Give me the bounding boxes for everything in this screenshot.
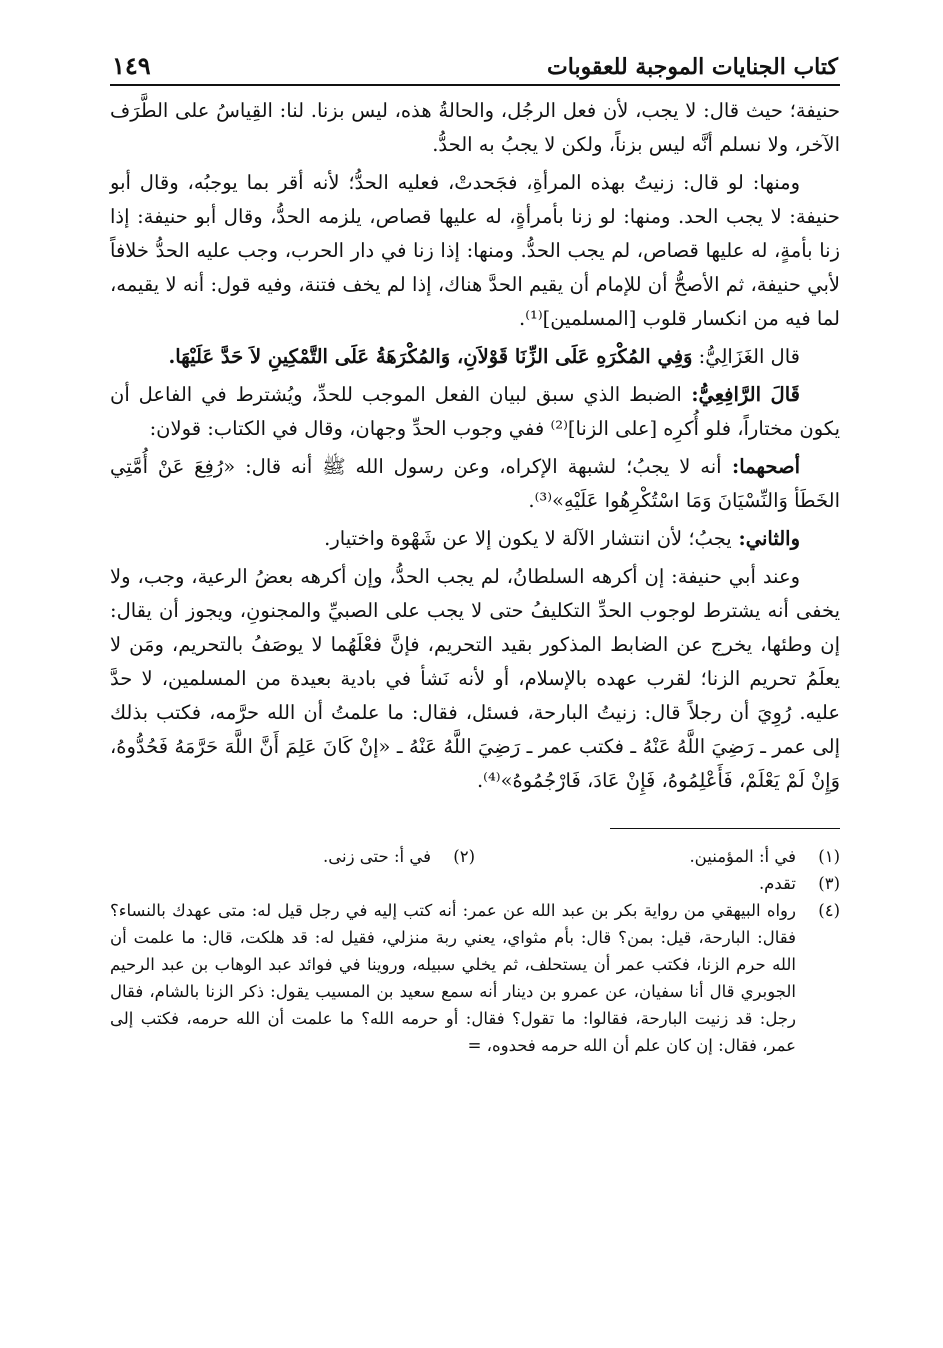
footnote-rule [610,828,840,829]
footnote-text: في أ: حتى زنى. [322,847,431,866]
paragraph-ghazali [110,340,840,374]
paragraph-2: ومنها: لو قال: زنيتُ بهذه المرأةِ، فجَحدتْ، فعليه الحدُّ؛ لأنه أقر بما يوجبُه، وقال أبو حنيفة: لا يجب الحد. ومنها: لو زنا بأمرأةٍ، له عليها قصاص، يلزمه الحدُّ، وقال أبو حنيفة: إذا زنا بأمةٍ، له عليها قصاص، لم يجب الحدُّ. ومنها: إذا زنا في دار الحرب، وجب عليه الحدُّ خلافاً لأبي حنيفة، ثم الأصحُّ أن للإمام أن يقيم الحدَّ هناك، إذا لم يخف فتنة، وفيه قول: أنه لا يقيمه، لما فيه من انكسار قلوب [المسلمين]⁽¹⁾. [110,171,840,330]
page-number: ١٤٩ [112,51,151,80]
paragraph-7: وعند أبي حنيفة: إن أكرهه السلطانُ، لم يجب الحدُّ، وإن أكرهه بعضُ الرعية، وجب، ولا يخفى أنه يشترط لوجوب الحدِّ التكليفُ حتى لا يجب على الصبيِّ والمجنونِ، ويجوز أن يقال: إن وطئها، يخرج عن الضابط المذكور بقيد التحريم، فإنَّ فعْلَهُما لا يوصَفُ بالتحريم، ومَن لا يعلَمُ تحريم الزنا؛ لقرب عهده بالإسلام، أو لأنه نَشأ في بادية بعيدة من المسلمين، لا حدَّ عليه. رُوِيَ أن رجلاً قال: زنيتُ البارحة، فسئل، فقال: ما علمتُ أن الله حرَّمه، فكتب بذلك إلى عمر ـ رَضِيَ اللَّهُ عَنْهُ ـ فكتب عمر ـ رَضِيَ اللَّهُ عَنْهُ ـ «إنْ كَانَ عَلِمَ أَنَّ اللَّهَ حَرَّمَهُ فَحُدُّوهُ، وَإِنْ لَمْ يَعْلَمْ، فَأَعْلِمُوهُ، فَإِنْ عَادَ، فَارْجُمُوهُ»⁽⁴⁾. [110,565,840,792]
main-text [110,94,840,798]
rafii-lead: قَالَ الرَّافِعِيُّ: [681,383,800,406]
first-view-lead: أصحهما: [721,455,800,478]
footnote-number: (٣) [818,874,840,893]
footnote-row-1-2 [110,843,840,870]
footnote-1 [475,843,840,870]
page-header [110,40,840,84]
second-view-text: يجبُ؛ لأن انتشار الآلة لا يكون إلا عن شَهْوة واختيار. [324,527,732,550]
running-title: كتاب الجنايات الموجبة للعقوبات [547,54,838,80]
paragraph-rafii [110,378,840,446]
first-view-text: أنه لا يجبُ؛ لشبهة الإكراه، وعن رسول الله ﷺ أنه قال: «رُفِعَ عَنْ أُمَّتِي الخَطَأ وَالنِّسْيَانَ وَمَا اسْتُكْرِهُوا عَلَيْهِ»⁽³⁾. [110,455,840,512]
footnote-text: في أ: المؤمنين. [689,847,796,866]
footnote-2 [110,843,475,870]
footnotes [110,843,840,1059]
footnote-number: (٢) [453,847,475,866]
footnote-text: رواه البيهقي من رواية بكر بن عبد الله عن عمر: أنه كتب إليه في رجل قيل له: متى عهدك بالنساء؟ فقال: البارحة، قيل: بمن؟ قال: بأم مثواي، يعني ربة منزلي، فقيل له: قد هلكت، قال: ما علمت أن الله حرم الزنا، فكتب عمر أن يستحلف، ثم يخلي سبيله، وروينا في فوائد عبد الوهاب بن عبد الرحيم الجوبري قال أنا سفيان، عن عمرو بن دينار أنه سمع سعيد بن المسيب يقول: ذكر الزنا بالشام، فقال رجل: قد زنيت البارحة، فقالوا: ما تقول؟ فقال: أو حرمه الله؟ ما علمت أن الله حرمه، فكتب إلى عمر، فقال: إن كان علم أن الله حرمه فحدوه، = [110,901,796,1055]
footnote-text: تقدم. [758,874,796,893]
footnote-3 [110,870,840,897]
paragraph-1: حنيفة؛ حيث قال: لا يجب، لأن فعل الرجُل، والحالةُ هذه، ليس بزنا. لنا: القِياسُ على الطَّرَف الآخر، ولا نسلم أنَّه ليس بزناً، ولكن لا يجبُ به الحدُّ. [110,99,840,156]
paragraph-first-view [110,450,840,518]
ghazali-quote: وَفِي المُكْرَهِ عَلَى الزِّنَا قَوْلاَنِ، وَالمُكْرَهَةُ عَلَى التَّمْكِينِ لاَ حَدَّ عَلَيْهَا. [168,345,693,368]
paragraph-second-view [110,522,840,556]
header-rule [110,84,840,86]
footnote-4 [110,897,840,1059]
second-view-lead: والثاني: [731,527,800,550]
rafii-text: الضبط الذي سبق لبيان الفعل الموجب للحدِّ، ويُشترط في الفاعل أن يكون مختاراً، فلو أُكرِه [على الزنا]⁽²⁾ ففي وجوب الحدِّ وجهان، وقال في الكتاب: قولان: [110,383,840,440]
footnote-number: (١) [818,847,840,866]
footnote-number: (٤) [818,901,840,920]
ghazali-lead: قال الغَزَالِيُّ: [692,345,800,368]
book-page [110,40,840,1059]
